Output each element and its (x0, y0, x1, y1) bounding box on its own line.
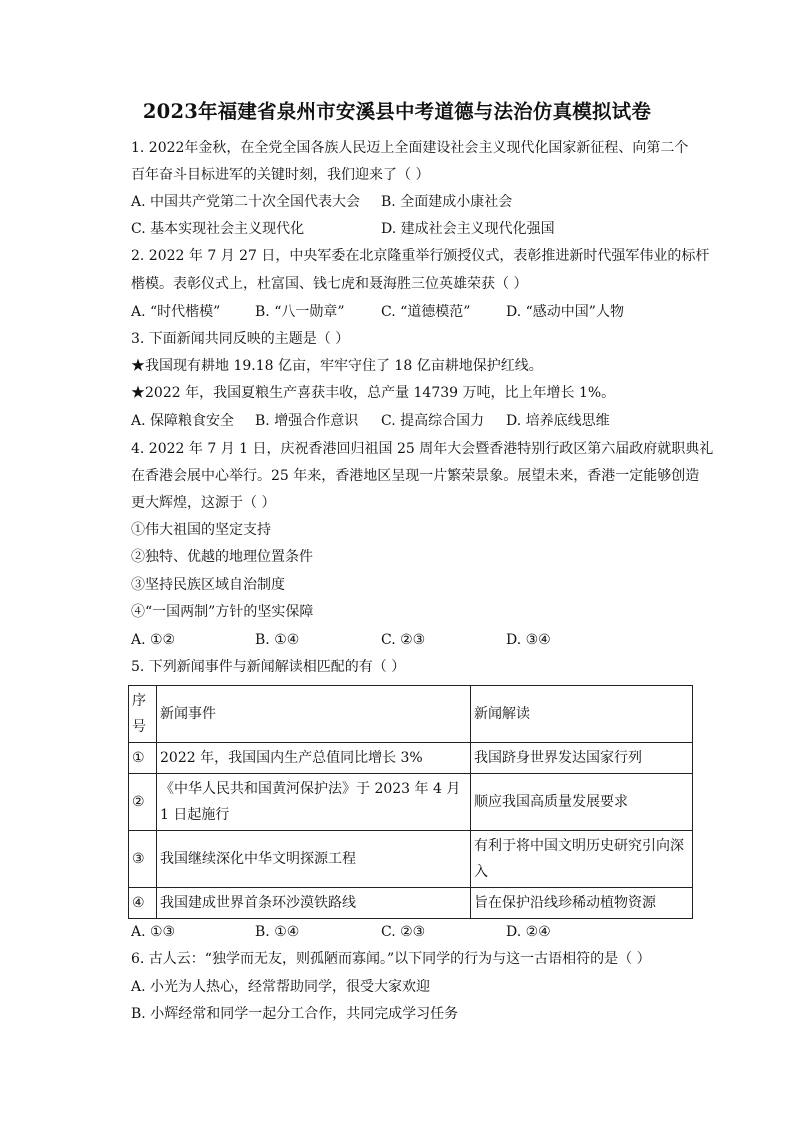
table-cell-event: 《中华人民共和国黄河保护法》于 2023 年 4 月 1 日起施行 (157, 774, 471, 831)
table-cell-event: 我国建成世界首条环沙漠铁路线 (157, 888, 471, 919)
q6-option-b: B. 小辉经常和同学一起分工合作，共同完成学习任务 (131, 1006, 459, 1022)
q2-line1: 2. 2022 年 7 月 27 日，中央军委在北京隆重举行颁授仪式，表彰推进新时代强军伟业的标杆 (131, 248, 710, 264)
table-cell-index: ④ (129, 888, 157, 919)
q1-option-b: B. 全面建成小康社会 (381, 194, 513, 210)
table-row (129, 743, 693, 774)
table-cell-interpretation: 旨在保护沿线珍稀动植物资源 (471, 888, 693, 919)
q1-line2: 百年奋斗目标进军的关键时刻，我们迎来了（ ） (131, 167, 430, 183)
table-cell-interpretation: 我国跻身世界发达国家行列 (471, 743, 693, 774)
q4-option-d: D. ③④ (506, 632, 551, 648)
q5-option-c: C. ②③ (381, 924, 426, 940)
q4-option-c: C. ②③ (381, 632, 426, 648)
q4-line2: 在香港会展中心举行。25 年来，香港地区呈现一片繁荣景象。展望未来，香港一定能够创造 (131, 468, 700, 484)
q2-line2: 楷模。表彰仪式上，杜富国、钱七虎和聂海胜三位英雄荣获（ ） (131, 276, 528, 292)
table-header-cell: 新闻事件 (157, 686, 471, 743)
table-row (129, 774, 693, 831)
q1-line1: 1. 2022年金秋，在全党全国各族人民迈上全面建设社会主义现代化国家新征程、向第二个 (131, 140, 689, 156)
q4-option-a: A. ①② (131, 632, 176, 648)
q3-line1: 3. 下面新闻共同反映的主题是（ ） (131, 331, 350, 347)
table-header-row (129, 686, 693, 743)
table-cell-event: 2022 年，我国国内生产总值同比增长 3% (157, 743, 471, 774)
q3-option-d: D. 培养底线思维 (506, 413, 610, 429)
q4-item-3: ③坚持民族区域自治制度 (131, 577, 285, 593)
q1-option-d: D. 建成社会主义现代化强国 (381, 221, 555, 237)
q3-news-2: ★2022 年，我国夏粮生产喜获丰收，总产量 14739 万吨，比上年增长 1%。 (131, 385, 616, 401)
q2-option-d: D. “感动中国”人物 (506, 304, 624, 320)
table-header-cell: 序号 (129, 686, 157, 743)
q4-line3: 更大辉煌，这源于（ ） (131, 495, 276, 511)
q3-option-b: B. 增强合作意识 (255, 413, 359, 429)
table-cell-index: ③ (129, 831, 157, 888)
q6-line1: 6. 古人云：“独学而无友，则孤陋而寡闻。”以下同学的行为与这一古语相符的是（ ） (131, 951, 651, 967)
table-cell-index: ① (129, 743, 157, 774)
table-row (129, 888, 693, 919)
table-cell-interpretation: 有利于将中国文明历史研究引向深入 (471, 831, 693, 888)
q4-line1: 4. 2022 年 7 月 1 日，庆祝香港回归祖国 25 周年大会暨香港特别行政区第六届政府就职典礼 (131, 441, 714, 457)
q2-option-a: A. “时代楷模” (131, 304, 221, 320)
page-title: 2023年福建省泉州市安溪县中考道德与法治仿真模拟试卷 (142, 100, 652, 123)
table-cell-index: ② (129, 774, 157, 831)
q5-option-b: B. ①④ (255, 924, 300, 940)
q3-news-1: ★我国现有耕地 19.18 亿亩，牢牢守住了 18 亿亩耕地保护红线。 (131, 358, 543, 374)
q4-option-b: B. ①④ (255, 632, 300, 648)
table-cell-interpretation: 顺应我国高质量发展要求 (471, 774, 693, 831)
q5-option-d: D. ②④ (506, 924, 551, 940)
q3-option-a: A. 保障粮食安全 (131, 413, 235, 429)
q4-item-1: ①伟大祖国的坚定支持 (131, 522, 271, 538)
q4-item-2: ②独特、优越的地理位置条件 (131, 549, 313, 565)
q5-line1: 5. 下列新闻事件与新闻解读相匹配的有（ ） (131, 659, 406, 675)
q2-option-b: B. “八一勋章” (255, 304, 345, 320)
q1-option-a: A. 中国共产党第二十次全国代表大会 (131, 194, 361, 210)
q3-option-c: C. 提高综合国力 (381, 413, 485, 429)
table-cell-event: 我国继续深化中华文明探源工程 (157, 831, 471, 888)
q1-option-c: C. 基本实现社会主义现代化 (131, 221, 305, 237)
table-header-cell: 新闻解读 (471, 686, 693, 743)
q2-option-c: C. “道德模范” (381, 304, 471, 320)
table-row (129, 831, 693, 888)
q4-item-4: ④“一国两制”方针的坚实保障 (131, 604, 314, 620)
q6-option-a: A. 小光为人热心，经常帮助同学，很受大家欢迎 (131, 979, 431, 995)
q5-option-a: A. ①③ (131, 924, 176, 940)
news-table (128, 685, 693, 919)
